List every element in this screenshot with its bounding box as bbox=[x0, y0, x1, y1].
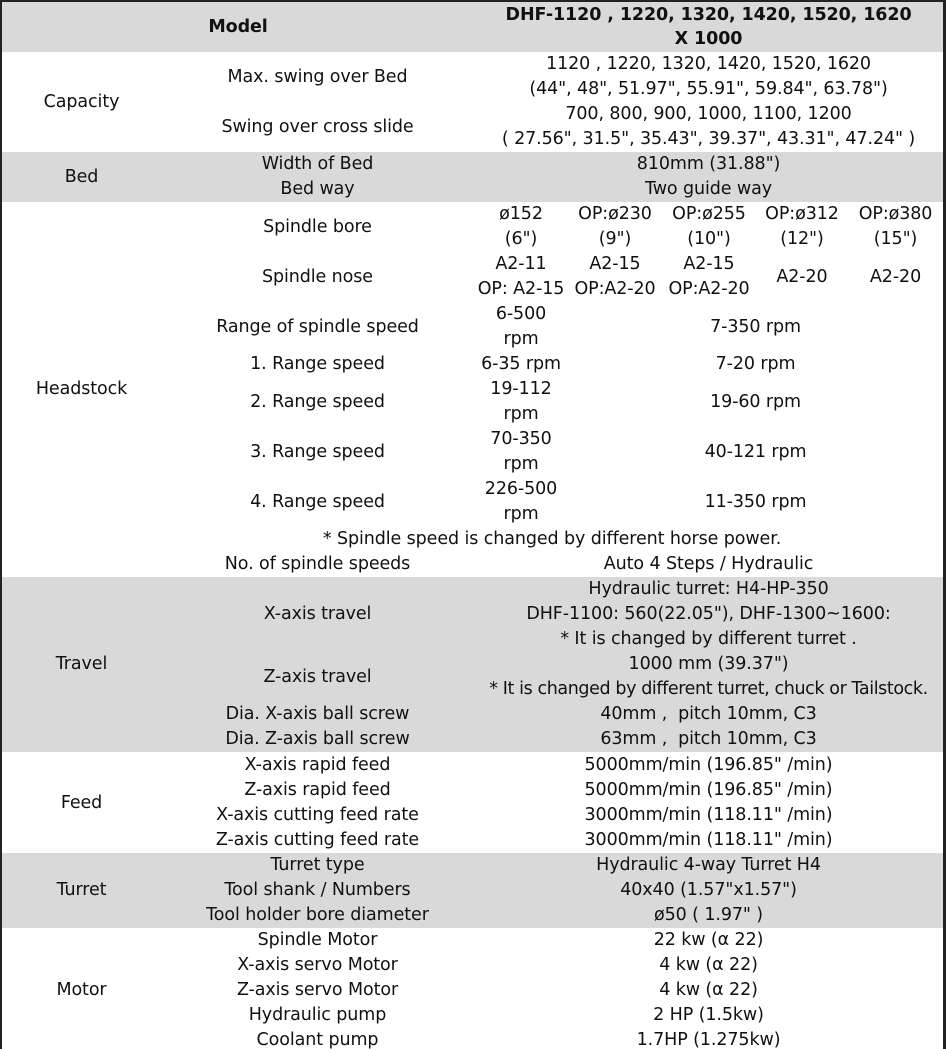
bore-4-l2: (12") bbox=[780, 229, 824, 249]
bed-section: Bed bbox=[2, 152, 161, 202]
motor-value: 2 HP (1.5kw) bbox=[474, 1003, 943, 1028]
turret-label: Tool holder bore diameter bbox=[161, 903, 474, 928]
headstock-section: Headstock bbox=[2, 202, 161, 577]
feed-value: 3000mm/min (118.11" /min) bbox=[474, 828, 943, 853]
spindle-nose-value: A2-20 bbox=[848, 252, 943, 302]
range2-b: 19-60 rpm bbox=[568, 377, 943, 427]
spindle-bore-value bbox=[756, 202, 848, 252]
spec-table bbox=[2, 2, 943, 1049]
motor-value: 4 kw (α 22) bbox=[474, 953, 943, 978]
speed-range-a2: rpm bbox=[503, 329, 539, 349]
bed-way-value: Two guide way bbox=[474, 177, 943, 202]
range3-a2: rpm bbox=[503, 454, 539, 474]
range3-b: 40-121 rpm bbox=[568, 427, 943, 477]
turret-section: Turret bbox=[2, 853, 161, 928]
spindle-speeds-label: No. of spindle speeds bbox=[161, 552, 474, 577]
feed-value: 3000mm/min (118.11" /min) bbox=[474, 803, 943, 828]
feed-label: X-axis rapid feed bbox=[161, 753, 474, 779]
swing-bed-label: Max. swing over Bed bbox=[161, 52, 474, 102]
nose-1-l1: A2-11 bbox=[495, 254, 547, 274]
bed-width-value: 810mm (31.88") bbox=[474, 152, 943, 177]
range4-a bbox=[474, 477, 568, 527]
motor-label: Coolant pump bbox=[161, 1028, 474, 1049]
motor-label: Hydraulic pump bbox=[161, 1003, 474, 1028]
feed-label: Z-axis cutting feed rate bbox=[161, 828, 474, 853]
bore-2-l2: (9") bbox=[598, 229, 632, 249]
range1-label: 1. Range speed bbox=[161, 352, 474, 377]
swing-slide-label: Swing over cross slide bbox=[161, 102, 474, 152]
nose-3-l1: A2-15 bbox=[683, 254, 735, 274]
feed-section: Feed bbox=[2, 753, 161, 854]
motor-label: Spindle Motor bbox=[161, 928, 474, 953]
x-travel-line3: * It is changed by different turret . bbox=[560, 629, 857, 649]
turret-label: Turret type bbox=[161, 853, 474, 878]
bore-1-l1: ø152 bbox=[499, 204, 543, 224]
spindle-nose-value: A2-20 bbox=[756, 252, 848, 302]
range2-label: 2. Range speed bbox=[161, 377, 474, 427]
z-screw-label: Dia. Z-axis ball screw bbox=[161, 727, 474, 753]
range2-a bbox=[474, 377, 568, 427]
model-value bbox=[474, 2, 943, 52]
swing-bed-line1: 1120 , 1220, 1320, 1420, 1520, 1620 bbox=[546, 54, 871, 74]
bore-4-l1: OP:ø312 bbox=[765, 204, 839, 224]
bore-3-l1: OP:ø255 bbox=[672, 204, 746, 224]
swing-bed-line2: (44", 48", 51.97", 55.91", 59.84", 63.78") bbox=[529, 79, 888, 99]
z-travel-line2: * It is changed by different turret, chuck or Tailstock. bbox=[489, 679, 928, 699]
z-travel-line1: 1000 mm (39.37") bbox=[628, 654, 789, 674]
x-travel-value bbox=[474, 577, 943, 652]
motor-label: Z-axis servo Motor bbox=[161, 978, 474, 1003]
spindle-nose-value bbox=[568, 252, 662, 302]
feed-value: 5000mm/min (196.85" /min) bbox=[474, 778, 943, 803]
range2-a2: rpm bbox=[503, 404, 539, 424]
spindle-bore-label: Spindle bore bbox=[161, 202, 474, 252]
model-value-line1: DHF-1120 , 1220, 1320, 1420, 1520, 1620 bbox=[505, 5, 912, 25]
spindle-nose-value bbox=[474, 252, 568, 302]
bed-width-label: Width of Bed bbox=[161, 152, 474, 177]
spindle-speed-note: * Spindle speed is changed by different horse power. bbox=[161, 527, 943, 552]
spindle-speeds-value: Auto 4 Steps / Hydraulic bbox=[474, 552, 943, 577]
turret-label: Tool shank / Numbers bbox=[161, 878, 474, 903]
motor-value: 1.7HP (1.275kw) bbox=[474, 1028, 943, 1049]
feed-label: X-axis cutting feed rate bbox=[161, 803, 474, 828]
range4-a1: 226-500 bbox=[484, 479, 558, 499]
spindle-bore-value bbox=[568, 202, 662, 252]
range4-b: 11-350 rpm bbox=[568, 477, 943, 527]
speed-range-a bbox=[474, 302, 568, 352]
spindle-bore-value bbox=[474, 202, 568, 252]
feed-label: Z-axis rapid feed bbox=[161, 778, 474, 803]
bore-1-l2: (6") bbox=[504, 229, 538, 249]
z-travel-value bbox=[474, 652, 943, 702]
model-label: Model bbox=[2, 2, 474, 52]
feed-value: 5000mm/min (196.85" /min) bbox=[474, 753, 943, 779]
motor-label: X-axis servo Motor bbox=[161, 953, 474, 978]
swing-slide-line1: 700, 800, 900, 1000, 1100, 1200 bbox=[565, 104, 852, 124]
nose-2-l2: OP:A2-20 bbox=[574, 279, 656, 299]
range2-a1: 19-112 bbox=[490, 379, 552, 399]
swing-slide-line2: ( 27.56", 31.5", 35.43", 39.37", 43.31", 47.24" ) bbox=[501, 129, 916, 149]
turret-value: ø50 ( 1.97" ) bbox=[474, 903, 943, 928]
spindle-nose-label: Spindle nose bbox=[161, 252, 474, 302]
capacity-section: Capacity bbox=[2, 52, 161, 152]
speed-range-a1: 6-500 bbox=[495, 304, 547, 324]
motor-value: 4 kw (α 22) bbox=[474, 978, 943, 1003]
swing-slide-value bbox=[474, 102, 943, 152]
bore-2-l1: OP:ø230 bbox=[578, 204, 652, 224]
turret-value: Hydraulic 4-way Turret H4 bbox=[474, 853, 943, 878]
range4-a2: rpm bbox=[503, 504, 539, 524]
range1-b: 7-20 rpm bbox=[568, 352, 943, 377]
bed-way-label: Bed way bbox=[161, 177, 474, 202]
motor-value: 22 kw (α 22) bbox=[474, 928, 943, 953]
bore-5-l1: OP:ø380 bbox=[858, 204, 933, 224]
x-screw-value: 40mm , pitch 10mm, C3 bbox=[474, 702, 943, 727]
range1-a: 6-35 rpm bbox=[474, 352, 568, 377]
range3-label: 3. Range speed bbox=[161, 427, 474, 477]
motor-section: Motor bbox=[2, 928, 161, 1049]
range3-a bbox=[474, 427, 568, 477]
nose-2-l1: A2-15 bbox=[589, 254, 641, 274]
model-value-line2: X 1000 bbox=[674, 29, 743, 49]
x-travel-line2: DHF-1100: 560(22.05"), DHF-1300~1600: bbox=[526, 604, 891, 624]
travel-section: Travel bbox=[2, 577, 161, 753]
range3-a1: 70-350 bbox=[490, 429, 552, 449]
spindle-bore-value bbox=[662, 202, 756, 252]
range4-label: 4. Range speed bbox=[161, 477, 474, 527]
z-screw-value: 63mm , pitch 10mm, C3 bbox=[474, 727, 943, 753]
x-travel-label: X-axis travel bbox=[161, 577, 474, 652]
speed-range-label: Range of spindle speed bbox=[161, 302, 474, 352]
speed-range-b: 7-350 rpm bbox=[568, 302, 943, 352]
bore-3-l2: (10") bbox=[687, 229, 731, 249]
bore-5-l2: (15") bbox=[873, 229, 918, 249]
swing-bed-value bbox=[474, 52, 943, 102]
spindle-nose-value bbox=[662, 252, 756, 302]
z-travel-label: Z-axis travel bbox=[161, 652, 474, 702]
nose-1-l2: OP: A2-15 bbox=[477, 279, 565, 299]
spindle-bore-value bbox=[848, 202, 943, 252]
nose-3-l2: OP:A2-20 bbox=[668, 279, 750, 299]
x-travel-line1: Hydraulic turret: H4-HP-350 bbox=[588, 579, 829, 599]
x-screw-label: Dia. X-axis ball screw bbox=[161, 702, 474, 727]
turret-value: 40x40 (1.57"x1.57") bbox=[474, 878, 943, 903]
